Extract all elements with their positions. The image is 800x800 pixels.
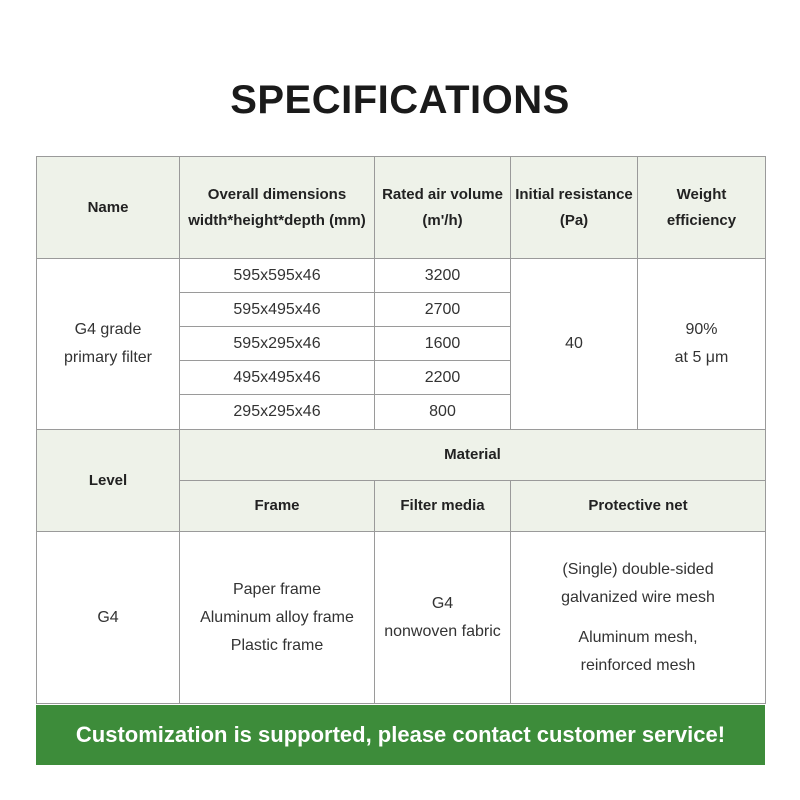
table-row	[37, 259, 766, 293]
filter-media-cell	[375, 532, 511, 704]
dimension-cell: 295x295x46	[180, 395, 375, 430]
efficiency-line-1: 90%	[685, 321, 718, 338]
filter-media-line-2: nonwoven fabric	[384, 622, 501, 640]
material-header-row	[37, 430, 766, 481]
air-volume-cell: 3200	[375, 259, 511, 293]
efficiency-line-2: at 5 μm	[674, 349, 729, 366]
header-dimensions	[180, 157, 375, 259]
header-material: Material	[180, 430, 766, 481]
level-cell: G4	[37, 532, 180, 704]
header-protective-net: Protective net	[511, 481, 766, 532]
frame-line-1: Paper frame	[232, 580, 322, 598]
header-air-volume-line-2: (m'/h)	[422, 211, 463, 229]
material-row	[37, 532, 766, 704]
dimension-cell: 595x295x46	[180, 327, 375, 361]
header-resistance-line-1: Initial resistance	[515, 185, 633, 203]
efficiency-cell	[638, 259, 766, 430]
air-volume-cell: 2700	[375, 293, 511, 327]
frame-cell	[180, 532, 375, 704]
frame-line-2: Aluminum alloy frame	[200, 608, 354, 626]
protective-net-cell	[511, 532, 766, 704]
filter-media-line-1: G4	[431, 594, 454, 612]
spec-header-row	[37, 157, 766, 259]
protective-net-line-3: Aluminum mesh,	[578, 628, 698, 646]
dimension-cell: 595x495x46	[180, 293, 375, 327]
product-name-line-1: G4 grade	[74, 321, 142, 338]
header-resistance	[511, 157, 638, 259]
customization-banner	[36, 705, 765, 765]
header-air-volume-line-1: Rated air volume	[382, 185, 503, 203]
product-name-line-2: primary filter	[63, 349, 152, 366]
specifications-table	[36, 156, 766, 704]
air-volume-cell: 800	[375, 395, 511, 430]
protective-net-line-4: reinforced mesh	[580, 656, 696, 674]
protective-net-line-1: (Single) double-sided	[562, 560, 714, 578]
page-title: SPECIFICATIONS	[230, 78, 570, 122]
header-frame: Frame	[180, 481, 375, 532]
header-level: Level	[37, 430, 180, 532]
dimension-cell: 595x595x46	[180, 259, 375, 293]
air-volume-cell: 2200	[375, 361, 511, 395]
customization-banner-text: Customization is supported, please contact customer service!	[75, 722, 726, 747]
header-dimensions-line-1: Overall dimensions	[207, 185, 347, 203]
header-resistance-line-2: (Pa)	[559, 211, 589, 229]
protective-net-spacer	[511, 612, 765, 624]
header-air-volume	[375, 157, 511, 259]
resistance-cell: 40	[511, 259, 638, 430]
air-volume-cell: 1600	[375, 327, 511, 361]
header-name: Name	[37, 157, 180, 259]
header-dimensions-line-2: width*height*depth (mm)	[188, 211, 366, 229]
frame-line-3: Plastic frame	[230, 636, 324, 654]
header-efficiency-line-1: Weight	[676, 185, 727, 203]
header-filter-media: Filter media	[375, 481, 511, 532]
protective-net-line-2: galvanized wire mesh	[561, 588, 715, 606]
header-efficiency	[638, 157, 766, 259]
product-name-cell	[37, 259, 180, 430]
header-efficiency-line-2: efficiency	[666, 211, 737, 229]
dimension-cell: 495x495x46	[180, 361, 375, 395]
